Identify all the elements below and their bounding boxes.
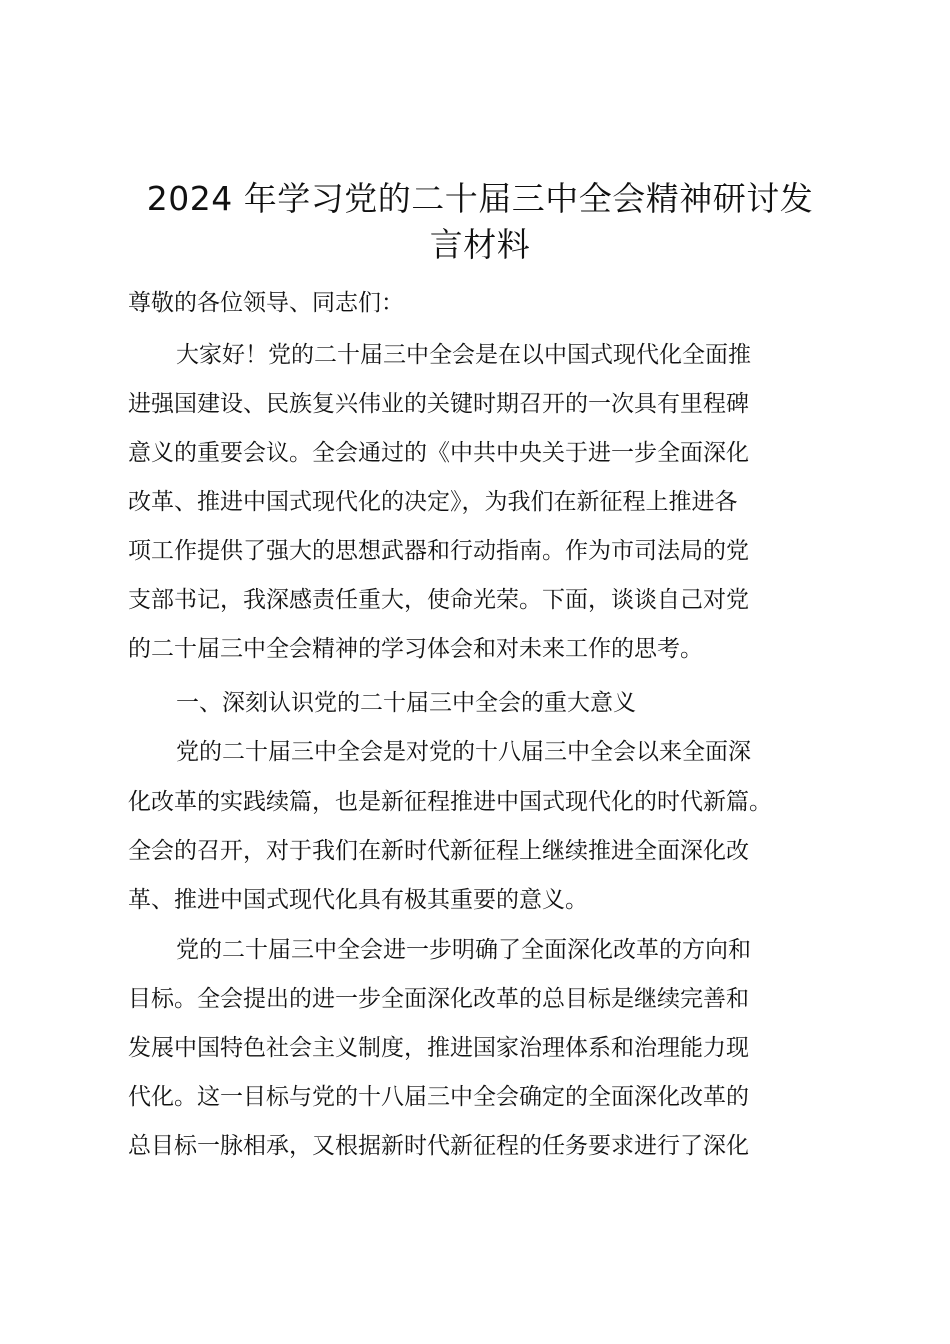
paragraph-2-line: 化改革的实践续篇，也是新征程推进中国式现代化的时代新篇。 xyxy=(128,789,772,815)
paragraph-2-line: 党的二十届三中全会是对党的十八届三中全会以来全面深 xyxy=(176,739,751,765)
paragraph-3-line: 党的二十届三中全会进一步明确了全面深化改革的方向和 xyxy=(176,937,751,963)
document-title xyxy=(100,176,860,268)
paragraph-3-line: 发展中国特色社会主义制度，推进国家治理体系和治理能力现 xyxy=(128,1035,749,1061)
paragraph-2-line: 全会的召开，对于我们在新时代新征程上继续推进全面深化改 xyxy=(128,838,749,864)
paragraph-1-line: 项工作提供了强大的思想武器和行动指南。作为市司法局的党 xyxy=(128,538,749,564)
section-heading: 一、深刻认识党的二十届三中全会的重大意义 xyxy=(176,690,636,716)
paragraph-1-line: 的二十届三中全会精神的学习体会和对未来工作的思考。 xyxy=(128,636,703,662)
paragraph-3-line: 总目标一脉相承，又根据新时代新征程的任务要求进行了深化 xyxy=(128,1133,749,1159)
title-line-1: 2024 年学习党的二十届三中全会精神研讨发 xyxy=(146,179,814,218)
paragraph-1-line: 大家好！党的二十届三中全会是在以中国式现代化全面推 xyxy=(176,342,751,368)
paragraph-1-line: 支部书记，我深感责任重大，使命光荣。下面，谈谈自己对党 xyxy=(128,587,749,613)
paragraph-1-line: 改革、推进中国式现代化的决定》，为我们在新征程上推进各 xyxy=(128,489,738,515)
title-line-2: 言材料 xyxy=(429,225,531,264)
salutation: 尊敬的各位领导、同志们： xyxy=(128,290,404,316)
paragraph-1-line: 进强国建设、民族复兴伟业的关键时期召开的一次具有里程碑 xyxy=(128,391,749,417)
paragraph-3-line: 代化。这一目标与党的十八届三中全会确定的全面深化改革的 xyxy=(128,1084,749,1110)
paragraph-3-line: 目标。全会提出的进一步全面深化改革的总目标是继续完善和 xyxy=(128,986,749,1012)
paragraph-1-line: 意义的重要会议。全会通过的《中共中央关于进一步全面深化 xyxy=(128,440,749,466)
paragraph-2-line: 革、推进中国式现代化具有极其重要的意义。 xyxy=(128,887,588,913)
